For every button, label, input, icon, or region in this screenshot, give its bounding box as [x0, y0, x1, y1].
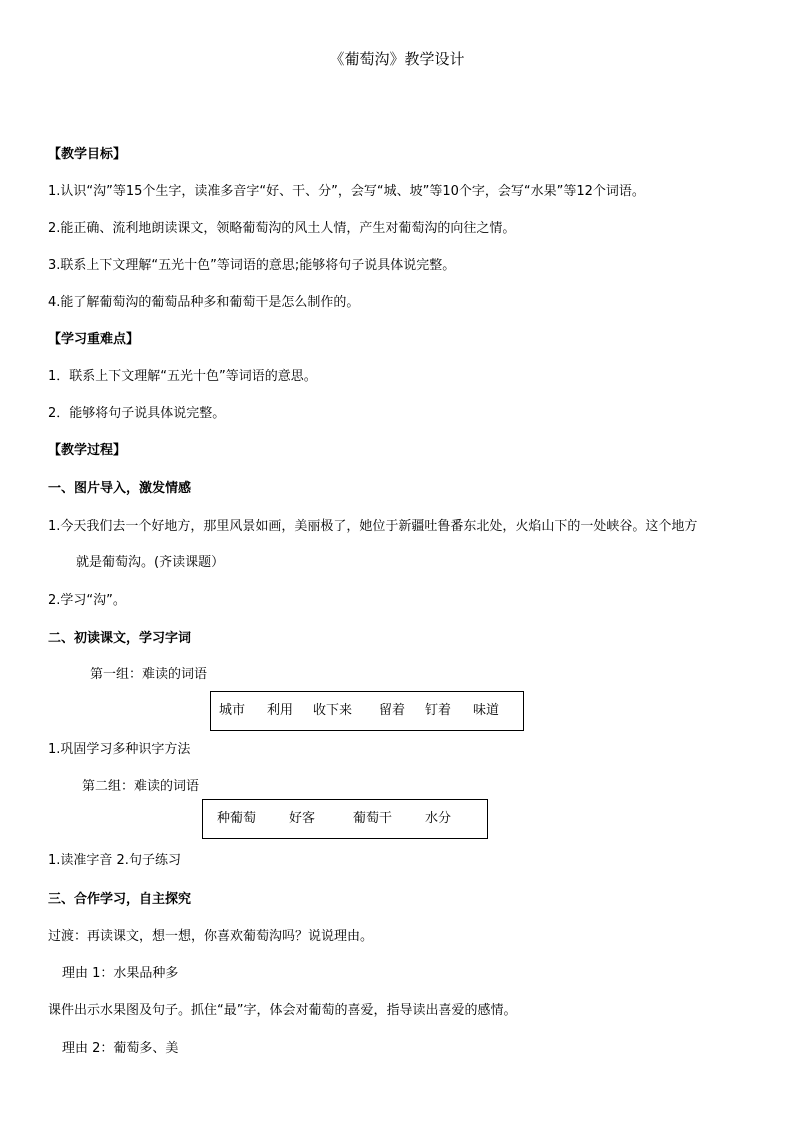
section-1-line-2: 2.学习“沟”。 [48, 593, 126, 608]
word-item: 水分 [425, 811, 452, 826]
word-item: 收下来 [313, 703, 353, 718]
heading-key-points: 【学习重难点】 [48, 332, 140, 347]
document-title: 《葡萄沟》教学设计 [329, 50, 465, 68]
word-item: 留着 [379, 703, 406, 718]
keypoint-item-1: 1．联系上下文理解“五光十色”等词语的意思。 [48, 369, 317, 384]
transition-line: 过渡：再读课文，想一想，你喜欢葡萄沟吗？说说理由。 [48, 929, 374, 944]
word-item: 种葡萄 [217, 811, 257, 826]
group-2-label: 第二组：难读的词语 [82, 779, 200, 794]
section-2-heading: 二、初读课文，学习字词 [48, 631, 192, 646]
goal-item-3: 3.联系上下文理解“五光十色”等词语的意思;能够将句子说具体说完整。 [48, 258, 456, 273]
goal-item-4: 4.能了解葡萄沟的葡萄品种多和葡萄干是怎么制作的。 [48, 295, 360, 310]
keypoint-item-2: 2．能够将句子说具体说完整。 [48, 406, 226, 421]
section-1-heading: 一、图片导入，激发情感 [48, 481, 192, 496]
practice-line: 1.读准字音 2.句子练习 [48, 853, 181, 868]
goal-item-1: 1.认识“沟”等15个生字，读准多音字“好、干、分”，会写“城、坡”等10个字，会写“水果”等12个词语。 [48, 184, 645, 199]
section-1-line-1-continued: 就是葡萄沟。(齐读课题） [76, 555, 225, 570]
reason-1: 理由 1：水果品种多 [62, 966, 179, 981]
word-item: 味道 [473, 703, 500, 718]
word-item: 钉着 [425, 703, 452, 718]
section-1-line-1: 1.今天我们去一个好地方，那里风景如画，美丽极了，她位于新疆吐鲁番东北处，火焰山下的一处峡谷。这个地方 [48, 519, 698, 534]
heading-teaching-goals: 【教学目标】 [48, 147, 127, 162]
word-item: 好客 [289, 811, 316, 826]
word-box-group-2 [202, 799, 488, 839]
word-item: 葡萄干 [353, 811, 393, 826]
word-item: 城市 [219, 703, 246, 718]
reason-2: 理由 2：葡萄多、美 [62, 1041, 179, 1056]
goal-item-2: 2.能正确、流利地朗读课文，领略葡萄沟的风土人情，产生对葡萄沟的向往之情。 [48, 221, 516, 236]
group-1-label: 第一组：难读的词语 [90, 667, 208, 682]
section-3-heading: 三、合作学习，自主探究 [48, 892, 192, 907]
word-box-group-1 [210, 691, 524, 731]
method-line: 1.巩固学习多种识字方法 [48, 742, 191, 757]
word-item: 利用 [267, 703, 294, 718]
courseware-line: 课件出示水果图及句子。抓住“最”字，体会对葡萄的喜爱，指导读出喜爱的感情。 [48, 1003, 517, 1018]
heading-teaching-process: 【教学过程】 [48, 443, 127, 458]
